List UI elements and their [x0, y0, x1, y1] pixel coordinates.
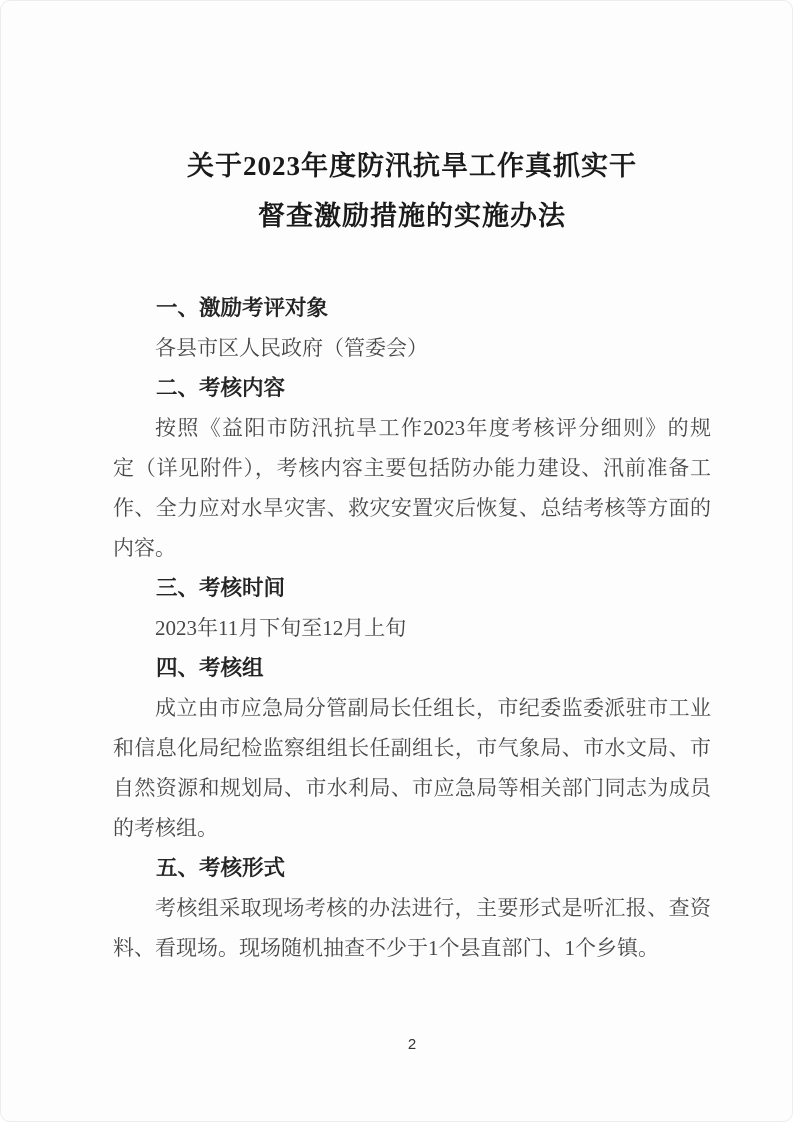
section-2-line: 定（详见附件），考核内容主要包括防办能力建设、汛前准备工 [113, 456, 711, 480]
page-number: 2 [407, 1036, 417, 1053]
document-body [113, 288, 711, 968]
section-3-heading: 三、考核时间 [156, 576, 286, 600]
section-1-line: 各县市区人民政府（管委会） [155, 336, 428, 360]
document-title-line-2: 督查激励措施的实施办法 [258, 201, 566, 231]
section-4-heading: 四、考核组 [156, 656, 264, 680]
section-1-heading: 一、激励考评对象 [156, 296, 329, 320]
section-4-line: 成立由市应急局分管副局长任组长，市纪委监委派驻市工业 [155, 696, 711, 720]
section-2-line: 作、全力应对水旱灾害、救灾安置灾后恢复、总结考核等方面的 [113, 496, 711, 520]
section-4-line: 的考核组。 [113, 816, 218, 840]
section-2-heading: 二、考核内容 [156, 376, 286, 400]
section-3-line: 2023年11月下旬至12月上旬 [155, 616, 407, 640]
section-2-line: 内容。 [113, 536, 176, 560]
section-5-line: 料、看现场。现场随机抽查不少于1个县直部门、1个乡镇。 [113, 936, 659, 960]
section-4-line: 自然资源和规划局、市水利局、市应急局等相关部门同志为成员 [113, 776, 711, 800]
document-content [113, 141, 711, 968]
section-5-heading: 五、考核形式 [156, 856, 286, 880]
section-5-line: 考核组采取现场考核的办法进行，主要形式是听汇报、查资 [155, 896, 711, 920]
section-4-line: 和信息化局纪检监察组组长任副组长，市气象局、市水文局、市 [113, 736, 711, 760]
document-title-line-1: 关于2023年度防汛抗旱工作真抓实干 [187, 151, 637, 181]
document-title [113, 141, 711, 241]
section-2-line: 按照《益阳市防汛抗旱工作2023年度考核评分细则》的规 [155, 416, 711, 440]
